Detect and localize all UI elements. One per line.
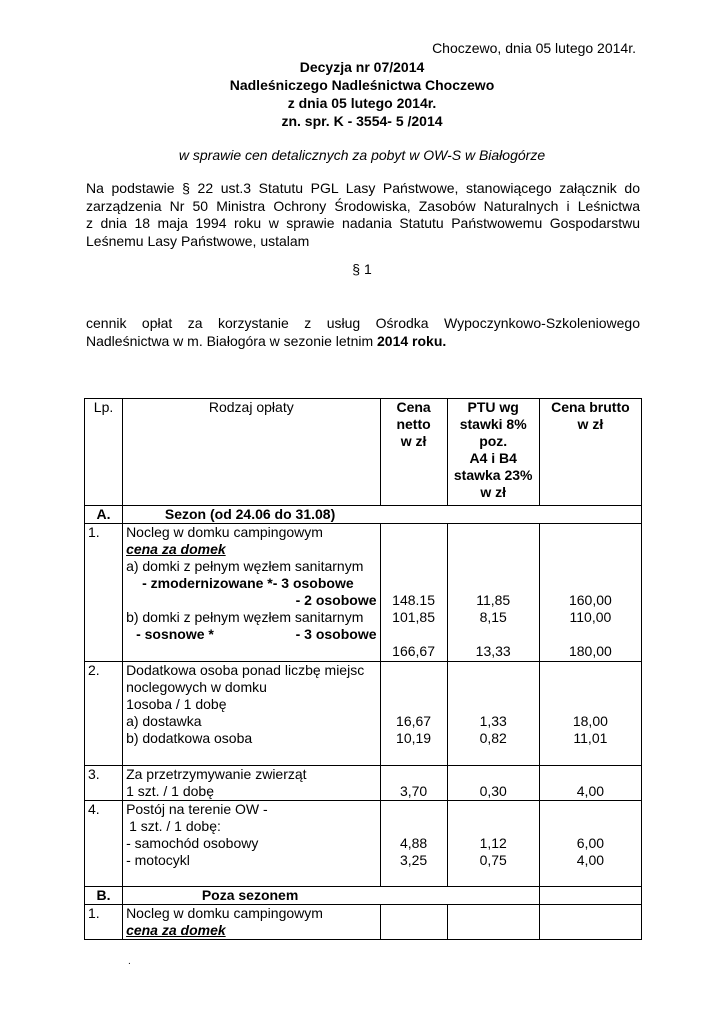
row-description: Postój na terenie OW - 1 szt. / 1 dobę: - samochód osobowy - motocykl xyxy=(123,801,380,887)
row-gross: 4,00 xyxy=(539,766,641,801)
row-lp: 2. xyxy=(85,662,123,766)
decision-issuer: Nadleśniczego Nadleśnictwa Choczewo xyxy=(229,77,495,93)
row-description: Nocleg w domku campingowym cena za domek xyxy=(123,905,380,940)
legal-basis-line: zarządzenia Nr 50 Ministra Ochrony Środowiska, Zasobów Naturalnych i Leśnictwa xyxy=(86,197,640,214)
row-lp: 4. xyxy=(85,801,123,887)
row-lp: 1. xyxy=(85,905,123,940)
header-vat: PTU wg stawki 8% poz. A4 i B4 stawka 23% w zł xyxy=(447,399,539,506)
table-row xyxy=(85,662,642,766)
section-a-row xyxy=(85,506,642,524)
case-number: zn. spr. K - 3554- 5 /2014 xyxy=(281,113,443,129)
row-description: Dodatkowa osoba ponad liczbę miejsc noclegowych w domku 1osoba / 1 dobę a) dostawka b) dodatkowa osoba xyxy=(123,662,380,766)
row-description: Za przetrzymywanie zwierząt 1 szt. / 1 dobę xyxy=(123,766,380,801)
legal-basis-paragraph xyxy=(86,180,640,250)
row-net: 148.15 101,85 166,67 xyxy=(380,524,447,662)
header-fee-type: Rodzaj opłaty xyxy=(123,399,380,506)
row-vat: 11,85 8,15 13,33 xyxy=(447,524,539,662)
intro-line xyxy=(86,333,640,351)
legal-basis-line: Na podstawie § 22 ust.3 Statutu PGL Lasy Państwowe, stanowiącego załącznik do xyxy=(86,180,640,196)
row-gross: 6,00 4,00 xyxy=(539,801,641,887)
table-row xyxy=(85,905,642,940)
decision-title: Decyzja nr 07/2014 xyxy=(299,59,425,75)
decision-date: z dnia 05 lutego 2014r. xyxy=(287,95,437,111)
row-description: Nocleg w domku campingowym cena za domek a) domki z pełnym węzłem sanitarnym - zmodernizowane *- 3 osobowe - 2 osobowe b) domki z pełnym węzłem sanitarnym - sosnowe * - 3 osobowe xyxy=(123,524,380,662)
section-a-title: Sezon (od 24.06 do 31.08) xyxy=(123,506,642,524)
row-net xyxy=(380,905,447,940)
legal-basis-line: z dnia 18 maja 1994 roku w sprawie nadania Statutu Państwowemu Gospodarstwu xyxy=(86,215,640,231)
intro-line: cennik opłat za korzystanie z usług Ośrodka Wypoczynkowo-Szkoleniowego xyxy=(86,315,640,331)
row-vat xyxy=(447,905,539,940)
row-lp: 1. xyxy=(85,524,123,662)
row-vat: 1,12 0,75 xyxy=(447,801,539,887)
table-header-row xyxy=(85,399,642,506)
row-vat: 0,30 xyxy=(447,766,539,801)
table-row xyxy=(85,801,642,887)
table-row xyxy=(85,766,642,801)
header-lp: Lp. xyxy=(85,399,123,506)
intro-text: Nadleśnictwa w m. Białogóra w sezonie letnim xyxy=(86,332,378,349)
header-gross-price: Cena brutto w zł xyxy=(539,399,641,506)
section-mark: § 1 xyxy=(352,261,372,277)
row-vat: 1,33 0,82 xyxy=(447,662,539,766)
section-b-row xyxy=(85,887,642,905)
place-date: Choczewo, dnia 05 lutego 2014r. xyxy=(432,40,636,56)
footer-mark: . xyxy=(128,956,131,967)
row-lp: 3. xyxy=(85,766,123,801)
row-net: 16,67 10,19 xyxy=(380,662,447,766)
section-b-label: B. xyxy=(85,887,123,905)
legal-basis-line: Leśnemu Lasy Państwowe, ustalam xyxy=(86,232,310,249)
row-gross: 18,00 11,01 xyxy=(539,662,641,766)
row-net: 4,88 3,25 xyxy=(380,801,447,887)
fee-table xyxy=(84,398,642,940)
table-row xyxy=(85,524,642,662)
row-net: 3,70 xyxy=(380,766,447,801)
intro-year: 2014 roku. xyxy=(377,332,447,349)
decision-subject: w sprawie cen detalicznych za pobyt w OW-S w Białogórze xyxy=(178,147,546,163)
header-net-price: Cena netto w zł xyxy=(380,399,447,506)
row-gross xyxy=(539,905,641,940)
section-a-label: A. xyxy=(85,506,123,524)
row-gross: 160,00 110,00 180,00 xyxy=(539,524,641,662)
intro-paragraph xyxy=(86,315,640,350)
section-b-title: Poza sezonem xyxy=(123,887,540,905)
section-b-empty-cell xyxy=(539,887,641,905)
